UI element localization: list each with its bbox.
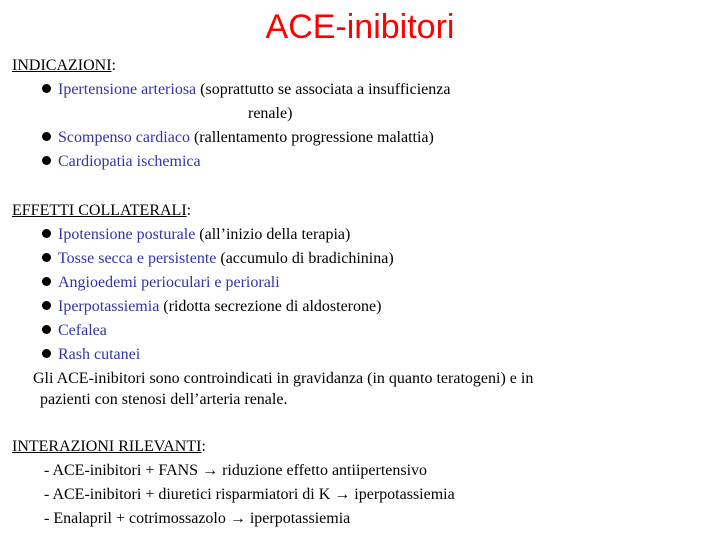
- interazioni-item: - Enalapril + cotrimossazolo → iperpotassiemia: [44, 510, 351, 527]
- effetti-note-continuation: pazienti con stenosi dell’arteria renale.: [40, 391, 288, 408]
- interazioni-heading: INTERAZIONI RILEVANTI: [12, 438, 202, 455]
- effetti-item: Tosse secca e persistente (accumulo di bradichinina): [42, 249, 394, 269]
- bullet-icon: [42, 253, 51, 262]
- effetti-item: Cefalea: [42, 321, 107, 341]
- indicazioni-item: Ipertensione arteriosa (soprattutto se associata a insufficienza: [42, 80, 450, 100]
- effetti-heading-line: EFFETTI COLLATERALI:: [12, 202, 192, 219]
- bullet-icon: [42, 349, 51, 358]
- interazioni-heading-line: INTERAZIONI RILEVANTI:: [12, 438, 206, 455]
- indicazioni-heading-line: INDICAZIONI:: [12, 57, 116, 74]
- indicazioni-item: Scompenso cardiaco (rallentamento progressione malattia): [42, 128, 434, 148]
- bullet-icon: [42, 229, 51, 238]
- indicazioni-item: Cardiopatia ischemica: [42, 152, 201, 172]
- page-title: ACE-inibitori: [265, 8, 455, 46]
- effetti-heading: EFFETTI COLLATERALI: [12, 202, 187, 219]
- bullet-icon: [42, 325, 51, 334]
- effetti-item: Angioedemi perioculari e periorali: [42, 273, 280, 293]
- bullet-icon: [42, 132, 51, 141]
- effetti-item: Iperpotassiemia (ridotta secrezione di aldosterone): [42, 297, 381, 317]
- bullet-icon: [42, 156, 51, 165]
- effetti-note: Gli ACE-inibitori sono controindicati in gravidanza (in quanto teratogeni) e in: [33, 370, 534, 387]
- indicazioni-item-continuation: renale): [248, 105, 293, 122]
- effetti-item: Ipotensione posturale (all’inizio della terapia): [42, 225, 350, 245]
- interazioni-item: - ACE-inibitori + FANS → riduzione effetto antiipertensivo: [44, 462, 428, 479]
- bullet-icon: [42, 277, 51, 286]
- bullet-icon: [42, 84, 51, 93]
- effetti-item: Rash cutanei: [42, 345, 140, 365]
- interazioni-item: - ACE-inibitori + diuretici risparmiatori di K → iperpotassiemia: [44, 486, 455, 503]
- bullet-icon: [42, 301, 51, 310]
- indicazioni-heading: INDICAZIONI: [12, 57, 112, 74]
